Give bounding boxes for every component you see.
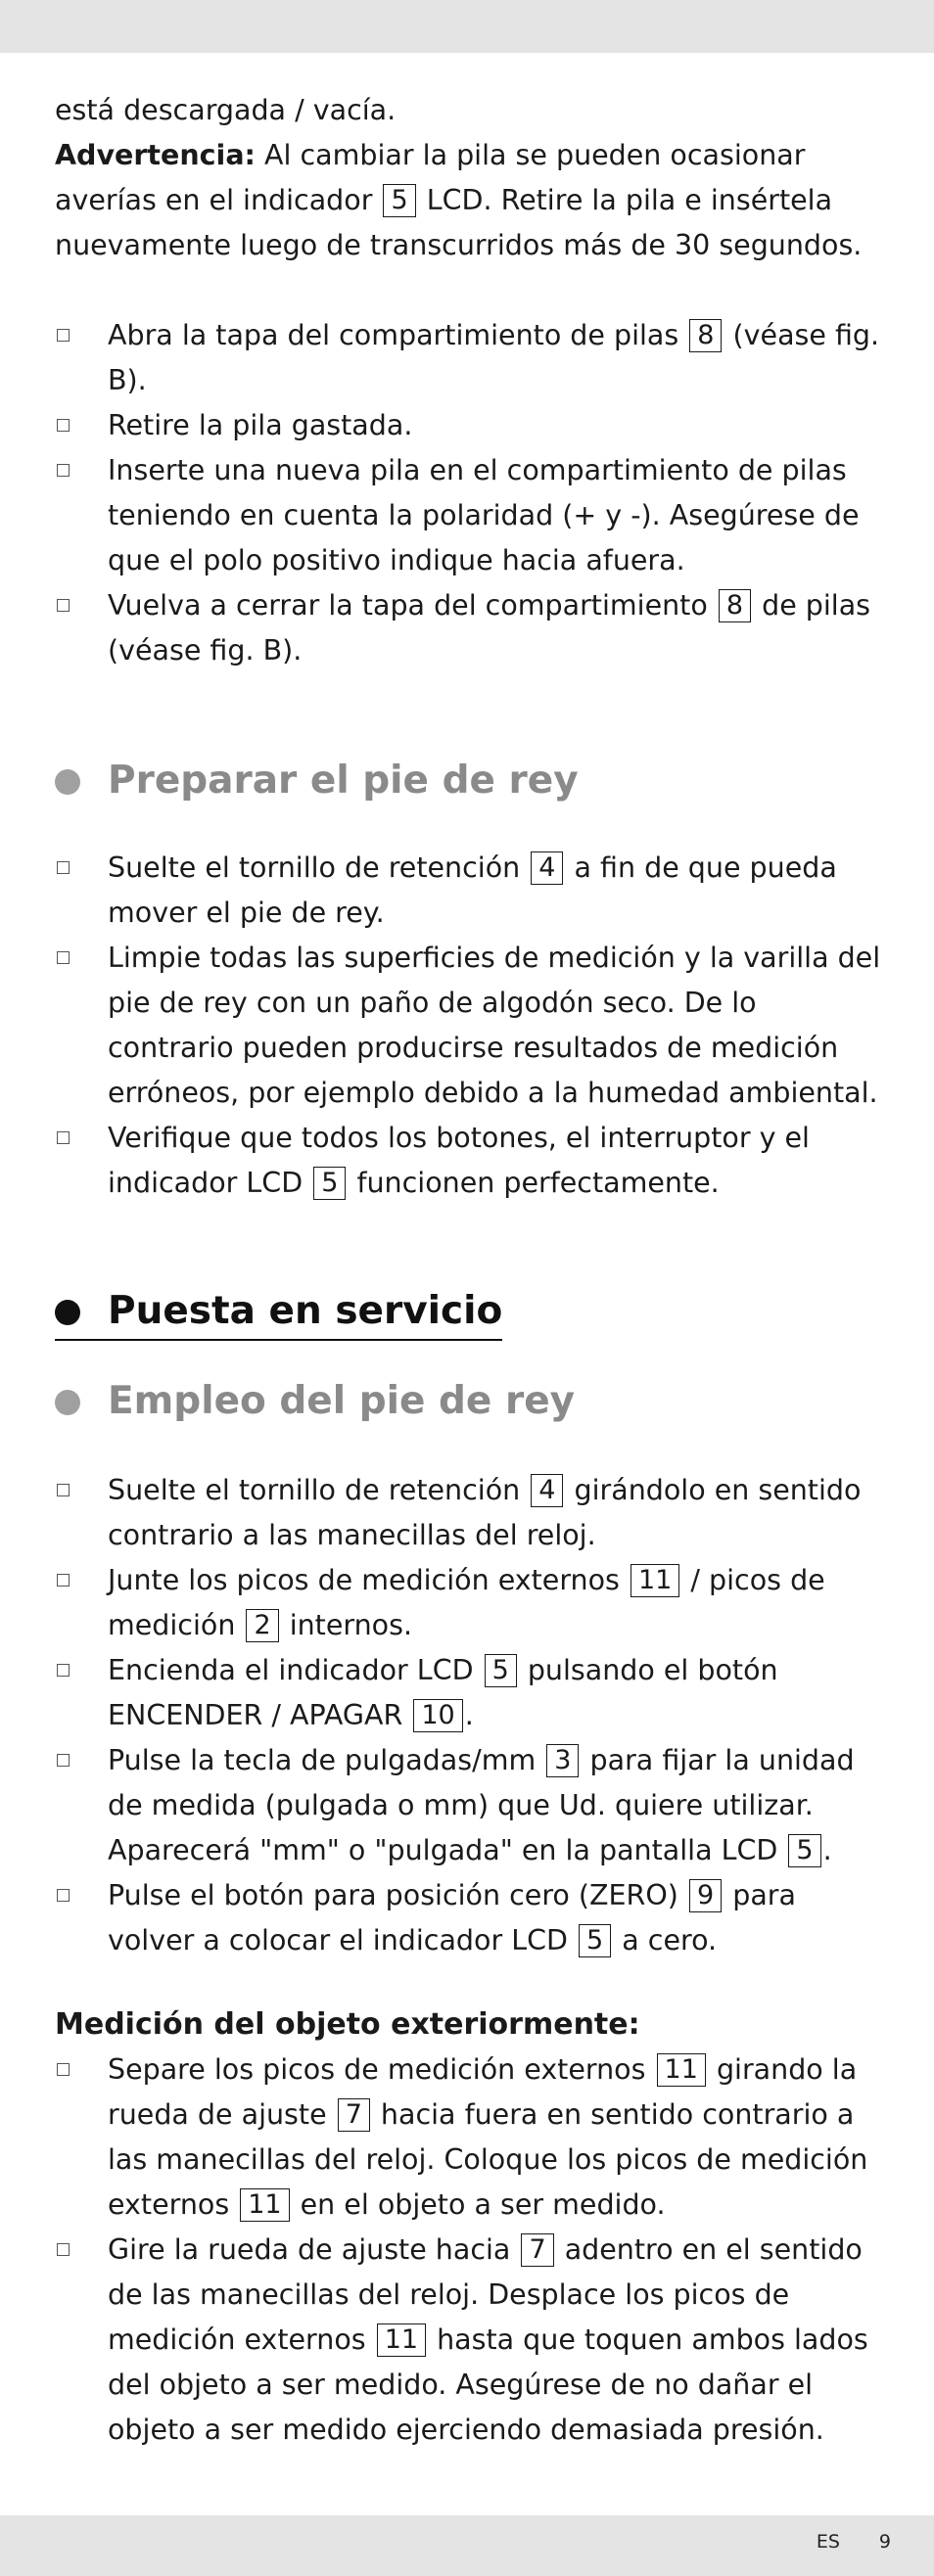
- list-item: Abra la tapa del compartimiento de pilas 8 (véase fig. B).: [55, 313, 887, 403]
- list-item: Suelte el tornillo de retención 4 girándolo en sentido contrario a las manecillas del reloj.: [55, 1468, 887, 1558]
- list-item: Limpie todas las superficies de medición y la varilla del pie de rey con un paño de algodón seco. De lo contrario pueden producirse resultados de medición erróneos, por ejemplo debido a la humedad ambiental.: [55, 936, 887, 1116]
- list-item: Verifique que todos los botones, el interruptor y el indicador LCD 5 funcionen perfectamente.: [55, 1116, 887, 1206]
- checkbox-bullet-icon: [57, 951, 70, 964]
- ref-box: 11: [630, 1564, 679, 1597]
- list-item: Suelte el tornillo de retención 4 a fin de que pueda mover el pie de rey.: [55, 846, 887, 936]
- list-item: Junte los picos de medición externos 11 / picos de medición 2 internos.: [55, 1558, 887, 1648]
- checkbox-bullet-icon: [57, 599, 70, 612]
- checkbox-bullet-icon: [57, 1754, 70, 1767]
- outside-steps-list: [55, 2047, 887, 2453]
- ref-box: 8: [719, 589, 751, 622]
- use-steps-list: [55, 1468, 887, 1963]
- ref-box: 11: [657, 2053, 706, 2087]
- battery-steps-list: [55, 313, 887, 673]
- list-item: Vuelva a cerrar la tapa del compartimiento 8 de pilas (véase fig. B).: [55, 583, 887, 673]
- warning-paragraph: [55, 133, 887, 268]
- ref-box: 4: [531, 851, 563, 885]
- list-item: Gire la rueda de ajuste hacia 7 adentro en el sentido de las manecillas del reloj. Desplace los picos de medición externos 11 hasta que toquen ambos lados del objeto a ser medido. Asegúrese de no dañar el objeto a ser medido ejerciendo demasiada presión.: [55, 2228, 887, 2453]
- list-item: Inserte una nueva pila en el compartimiento de pilas teniendo en cuenta la polaridad (+ y -). Asegúrese de que el polo positivo indique hacia afuera.: [55, 448, 887, 583]
- prepare-steps-list: [55, 846, 887, 1206]
- checkbox-bullet-icon: [57, 1131, 70, 1144]
- checkbox-bullet-icon: [57, 419, 70, 432]
- section-heading-start: Puesta en servicio: [55, 1286, 502, 1341]
- ref-box: 7: [338, 2098, 370, 2132]
- section-heading-use: Empleo del pie de rey: [55, 1376, 887, 1427]
- ref-box: 2: [246, 1609, 278, 1642]
- page-content: [55, 88, 887, 2453]
- top-bar: [0, 0, 934, 53]
- ref-box: 11: [377, 2323, 426, 2357]
- section-heading-prepare: Preparar el pie de rey: [55, 756, 887, 806]
- list-item: Separe los picos de medición externos 11 girando la rueda de ajuste 7 hacia fuera en sentido contrario a las manecillas del reloj. Coloque los picos de medición externos 11 en el objeto a ser medido.: [55, 2047, 887, 2228]
- list-item: Pulse la tecla de pulgadas/mm 3 para fijar la unidad de medida (pulgada o mm) que Ud. quiere utilizar. Aparecerá "mm" o "pulgada" en la pantalla LCD 5 .: [55, 1738, 887, 1873]
- page-footer: [0, 2515, 934, 2566]
- bullet-dot-icon: [55, 769, 80, 795]
- ref-box: 10: [413, 1699, 462, 1732]
- warning-text: LCD. Retire la pila e insértela nuevamente luego de transcurridos más de 30 segundos.: [55, 184, 863, 261]
- ref-box: 8: [689, 319, 722, 352]
- bottom-bar: [0, 2566, 934, 2576]
- checkbox-bullet-icon: [57, 861, 70, 874]
- page-number: 9: [878, 2531, 891, 2553]
- warning-text: Al cambiar la pila se pueden ocasionar averías en el indicador: [55, 139, 806, 216]
- intro-line: está descargada / vacía.: [55, 94, 397, 126]
- ref-box: 9: [689, 1879, 722, 1912]
- checkbox-bullet-icon: [57, 1889, 70, 1902]
- ref-box: 3: [546, 1744, 579, 1777]
- ref-box: 5: [579, 1924, 611, 1957]
- checkbox-bullet-icon: [57, 1574, 70, 1587]
- list-item: Retire la pila gastada.: [55, 403, 887, 448]
- ref-box: 5: [485, 1654, 517, 1687]
- bullet-dot-icon: [55, 1300, 80, 1325]
- ref-box: 4: [531, 1474, 563, 1507]
- checkbox-bullet-icon: [57, 1484, 70, 1496]
- checkbox-bullet-icon: [57, 2063, 70, 2076]
- ref-box: 5: [313, 1167, 346, 1200]
- subheading-outside: Medición del objeto exteriormente:: [55, 2007, 640, 2042]
- checkbox-bullet-icon: [57, 2243, 70, 2256]
- ref-box: 7: [521, 2233, 553, 2267]
- ref-box: 5: [383, 184, 415, 217]
- section-heading-wrap: [55, 1286, 887, 1341]
- checkbox-bullet-icon: [57, 1664, 70, 1677]
- checkbox-bullet-icon: [57, 329, 70, 342]
- checkbox-bullet-icon: [57, 464, 70, 477]
- ref-box: 11: [240, 2188, 289, 2222]
- list-item: Encienda el indicador LCD 5 pulsando el botón ENCENDER / APAGAR 10 .: [55, 1648, 887, 1738]
- bullet-dot-icon: [55, 1390, 80, 1415]
- footer-language: ES: [816, 2531, 840, 2553]
- list-item: Pulse el botón para posición cero (ZERO) 9 para volver a colocar el indicador LCD 5 a cero.: [55, 1873, 887, 1963]
- ref-box: 5: [788, 1834, 820, 1867]
- warning-label: Advertencia:: [55, 139, 256, 171]
